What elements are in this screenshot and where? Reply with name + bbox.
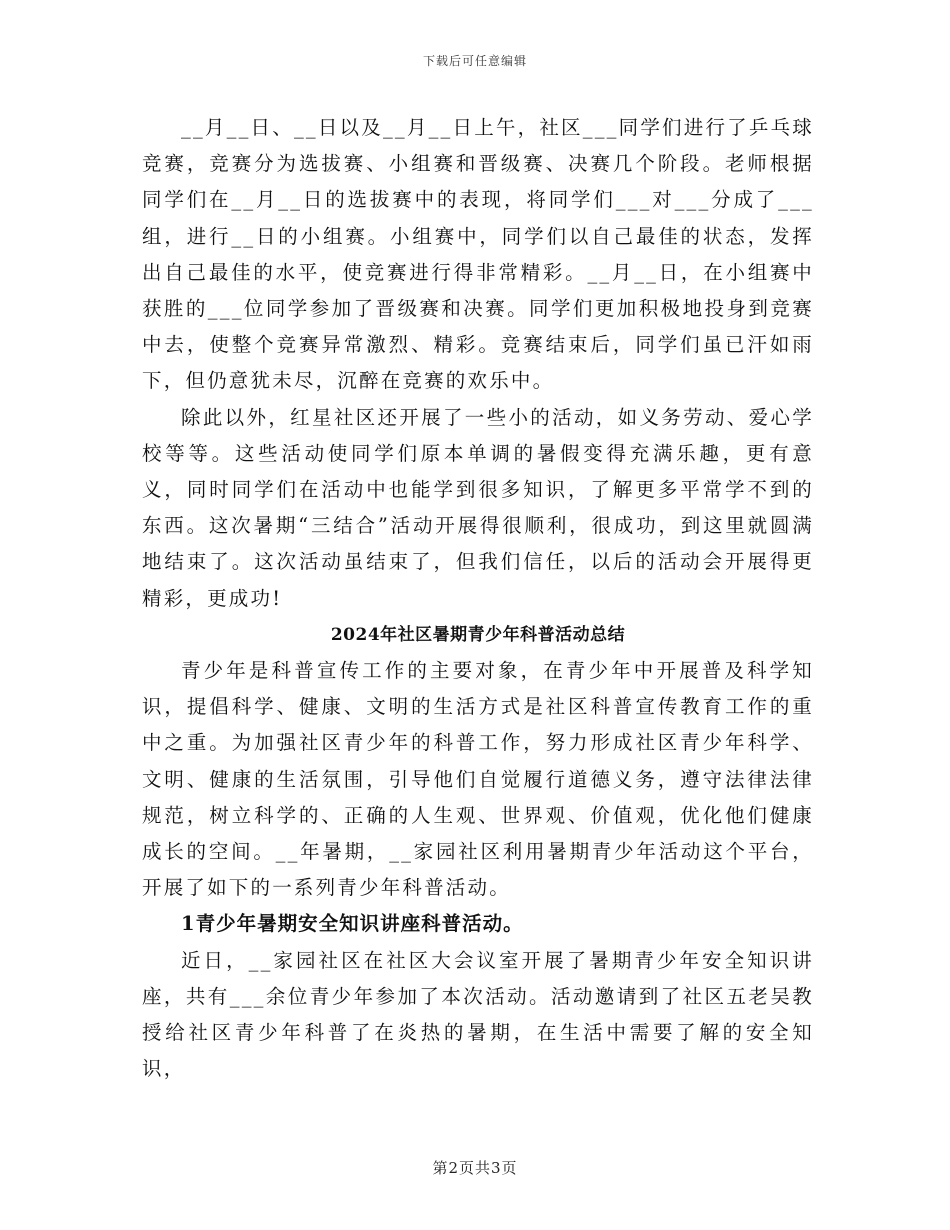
paragraph-science-intro: 青少年是科普宣传工作的主要对象，在青少年中开展普及科学知识，提倡科学、健康、文明的生活方式是社区科普宣传教育工作的重中之重。为加强社区青少年的科普工作，努力形成社区青少年科学、文明、健康的生活氛围，引导他们自觉履行道德义务，遵守法律法律规范，树立科学的、正确的人生观、世界观、价值观，优化他们健康成长的空间。__年暑期，__家园社区利用暑期青少年活动这个平台，开展了如下的一系列青少年科普活动。 (142, 659, 814, 900)
page-footer: 第2页共3页 (432, 1159, 518, 1177)
document-body (142, 110, 814, 1087)
section-title: 2024年社区暑期青少年科普活动总结 (330, 624, 626, 645)
paragraph-ping-pong-competition: __月__日、__日以及__月__日上午，社区___同学们进行了乒乓球竞赛，竞赛分为选拔赛、小组赛和晋级赛、决赛几个阶段。老师根据同学们在__月__日的选拔赛中的表现，将同学们___对___分成了___组，进行__日的小组赛。小组赛中，同学们以自己最佳的状态，发挥出自己最佳的水平，使竞赛进行得非常精彩。__月__日，在小组赛中获胜的___位同学参加了晋级赛和决赛。同学们更加积极地投身到竞赛中去，使整个竞赛异常激烈、精彩。竞赛结束后，同学们虽已汗如雨下，但仍意犹未尽，沉醉在竞赛的欢乐中。 (142, 116, 814, 393)
paragraph-other-activities: 除此以外，红星社区还开展了一些小的活动，如义务劳动、爱心学校等等。这些活动使同学们原本单调的暑假变得充满乐趣，更有意义，同时同学们在活动中也能学到很多知识，了解更多平常学不到的东西。这次暑期“三结合”活动开展得很顺利，很成功，到这里就圆满地结束了。这次活动虽结束了，但我们信任，以后的活动会开展得更精彩，更成功! (142, 405, 814, 610)
paragraph-safety-lecture: 近日，__家园社区在社区大会议室开展了暑期青少年安全知识讲座，共有___余位青少年参加了本次活动。活动邀请到了社区五老吴教授给社区青少年科普了在炎热的暑期，在生活中需要了解的安全知识， (142, 948, 814, 1081)
page-header: 下载后可任意编辑 (422, 54, 527, 68)
subheading-safety-lecture: 1青少年暑期安全知识讲座科普活动。 (181, 912, 524, 936)
